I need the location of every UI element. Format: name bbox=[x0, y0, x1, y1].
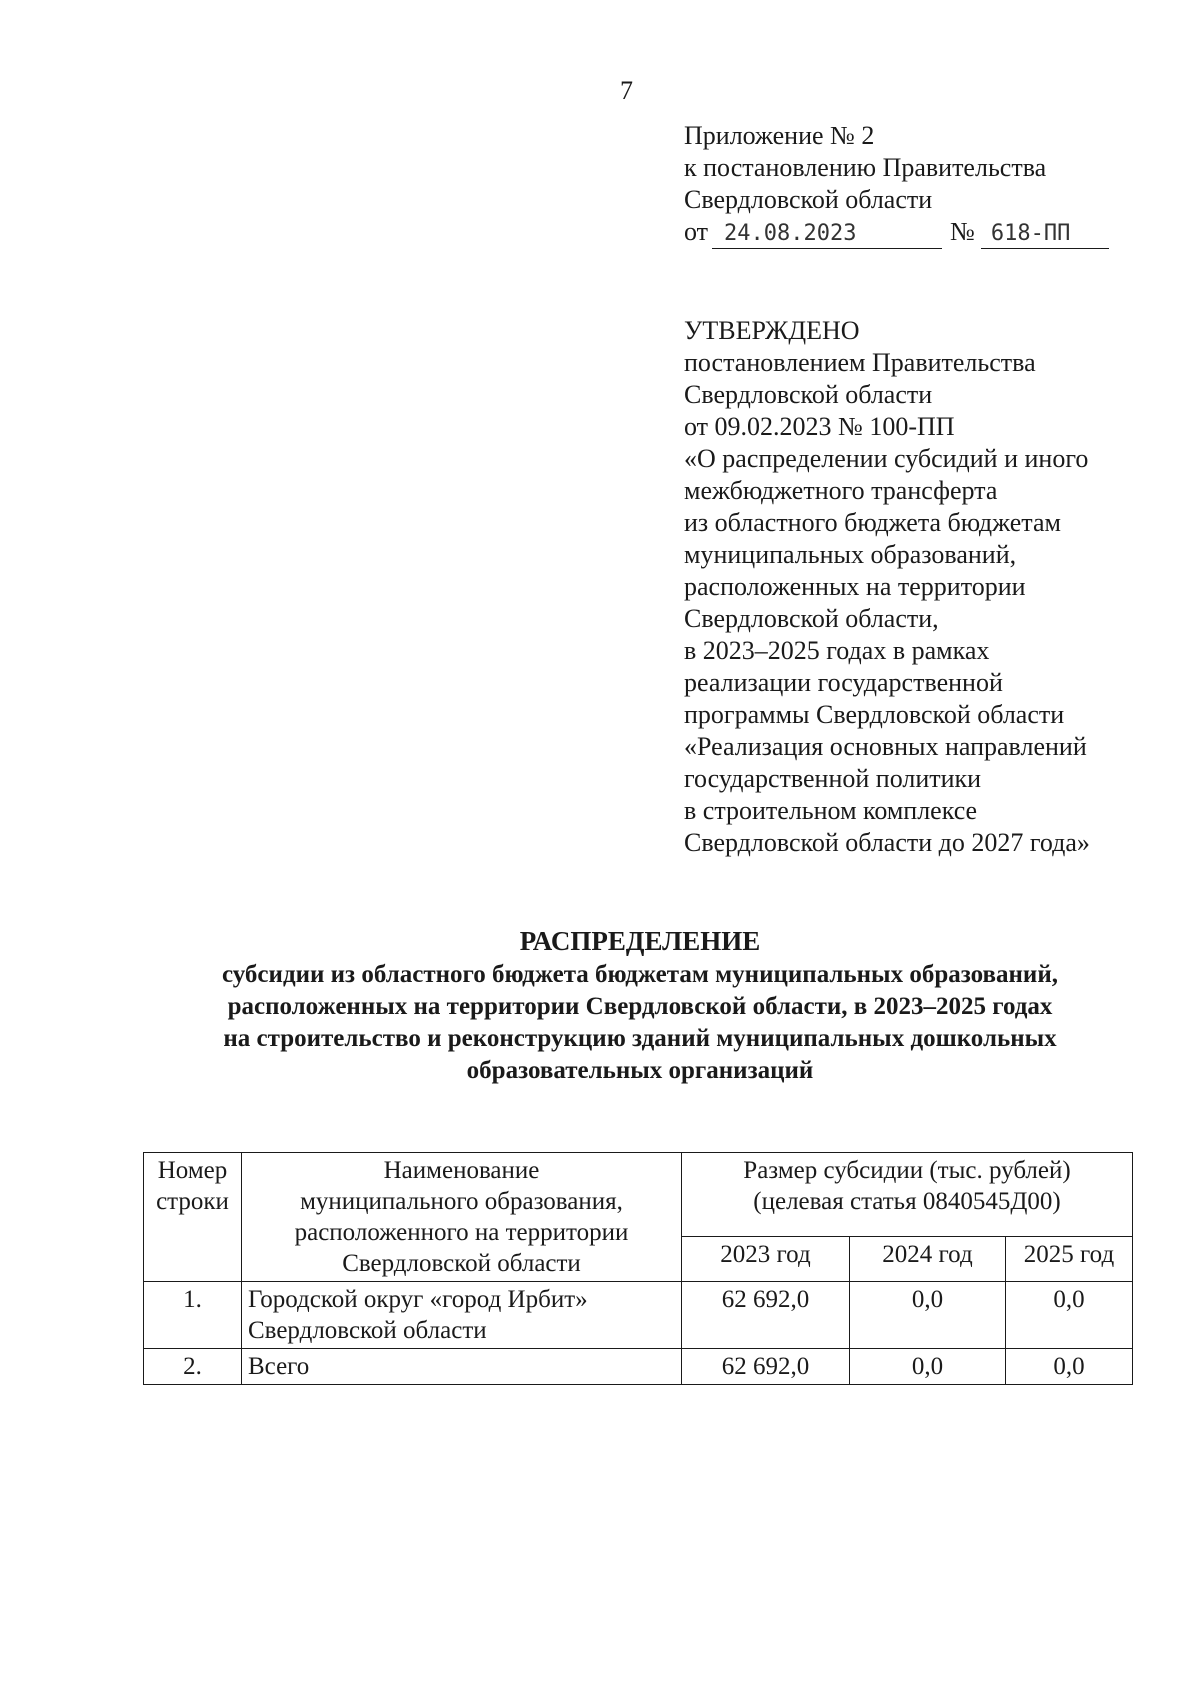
row-number: 2. bbox=[144, 1349, 242, 1385]
annex-line: к постановлению Правительства bbox=[684, 153, 1047, 182]
date-prefix: от bbox=[684, 217, 709, 246]
annex-line: Свердловской области bbox=[684, 185, 933, 214]
approved-line: из областного бюджета бюджетам bbox=[684, 508, 1061, 537]
annex-date-line bbox=[684, 216, 1164, 249]
row-name bbox=[242, 1282, 682, 1349]
approved-line: постановлением Правительства bbox=[684, 348, 1036, 377]
header-text: строки bbox=[156, 1188, 229, 1215]
document-heading bbox=[130, 925, 1150, 1087]
table-row bbox=[144, 1282, 1133, 1349]
header-year: 2023 год bbox=[682, 1236, 850, 1281]
row-value-2024: 0,0 bbox=[850, 1349, 1006, 1385]
annex-block bbox=[684, 120, 1164, 249]
document-title: РАСПРЕДЕЛЕНИЕ bbox=[519, 926, 761, 956]
header-text: Номер bbox=[157, 1157, 228, 1184]
approved-line: межбюджетного трансферта bbox=[684, 476, 998, 505]
subsidy-table-wrapper bbox=[143, 1152, 1133, 1385]
approved-line: в строительном комплексе bbox=[684, 796, 978, 825]
subtitle-line: расположенных на территории Свердловской области, в 2023–2025 годах bbox=[227, 993, 1053, 1020]
approved-line: муниципальных образований, bbox=[684, 540, 1017, 569]
row-number: 1. bbox=[144, 1282, 242, 1349]
subtitle-line: субсидии из областного бюджета бюджетам муниципальных образований, bbox=[222, 961, 1058, 988]
row-value-2024: 0,0 bbox=[850, 1282, 1006, 1349]
approved-line: государственной политики bbox=[684, 764, 982, 793]
header-row-number bbox=[144, 1153, 242, 1282]
approved-line: «Реализация основных направлений bbox=[684, 732, 1087, 761]
row-value-2025: 0,0 bbox=[1006, 1349, 1133, 1385]
subtitle-line: образовательных организаций bbox=[466, 1057, 814, 1084]
approved-line: «О распределении субсидий и иного bbox=[684, 444, 1089, 473]
approved-block bbox=[684, 315, 1164, 859]
approved-line: реализации государственной bbox=[684, 668, 1003, 697]
table-row bbox=[144, 1349, 1133, 1385]
annex-line: Приложение № 2 bbox=[684, 121, 875, 150]
approved-line: Свердловской области, bbox=[684, 604, 939, 633]
header-text: Размер субсидии (тыс. рублей) bbox=[743, 1157, 1071, 1184]
header-municipality-name bbox=[242, 1153, 682, 1282]
subsidy-table bbox=[143, 1152, 1133, 1385]
page-number: 7 bbox=[620, 76, 633, 105]
row-name bbox=[242, 1349, 682, 1385]
approved-line: программы Свердловской области bbox=[684, 700, 1065, 729]
number-sign: № bbox=[950, 217, 975, 246]
header-text: муниципального образования, bbox=[300, 1188, 623, 1215]
approved-line: расположенных на территории bbox=[684, 572, 1026, 601]
header-year: 2024 год bbox=[850, 1236, 1006, 1281]
header-text: Свердловской области bbox=[342, 1250, 581, 1277]
date-field: 24.08.2023 bbox=[712, 220, 942, 249]
row-name-line: Городской округ «город Ирбит» bbox=[248, 1286, 588, 1313]
subtitle-line: на строительство и реконструкцию зданий муниципальных дошкольных bbox=[223, 1025, 1057, 1052]
approved-line: в 2023–2025 годах в рамках bbox=[684, 636, 990, 665]
header-text: (целевая статья 0840545Д00) bbox=[753, 1188, 1061, 1215]
approved-line: УТВЕРЖДЕНО bbox=[684, 316, 860, 345]
header-year: 2025 год bbox=[1006, 1236, 1133, 1281]
row-value-2023: 62 692,0 bbox=[682, 1349, 850, 1385]
approved-line: Свердловской области bbox=[684, 380, 933, 409]
row-value-2025: 0,0 bbox=[1006, 1282, 1133, 1349]
row-name-line: Всего bbox=[248, 1353, 310, 1380]
row-value-2023: 62 692,0 bbox=[682, 1282, 850, 1349]
approved-line: Свердловской области до 2027 года» bbox=[684, 828, 1090, 857]
approved-line: от 09.02.2023 № 100-ПП bbox=[684, 412, 955, 441]
header-text: Наименование bbox=[383, 1157, 540, 1184]
number-field: 618-ПП bbox=[981, 220, 1109, 249]
header-text: расположенного на территории bbox=[294, 1219, 629, 1246]
row-name-line: Свердловской области bbox=[248, 1317, 487, 1344]
header-subsidy-amount bbox=[682, 1153, 1133, 1237]
table-header-row bbox=[144, 1153, 1133, 1237]
